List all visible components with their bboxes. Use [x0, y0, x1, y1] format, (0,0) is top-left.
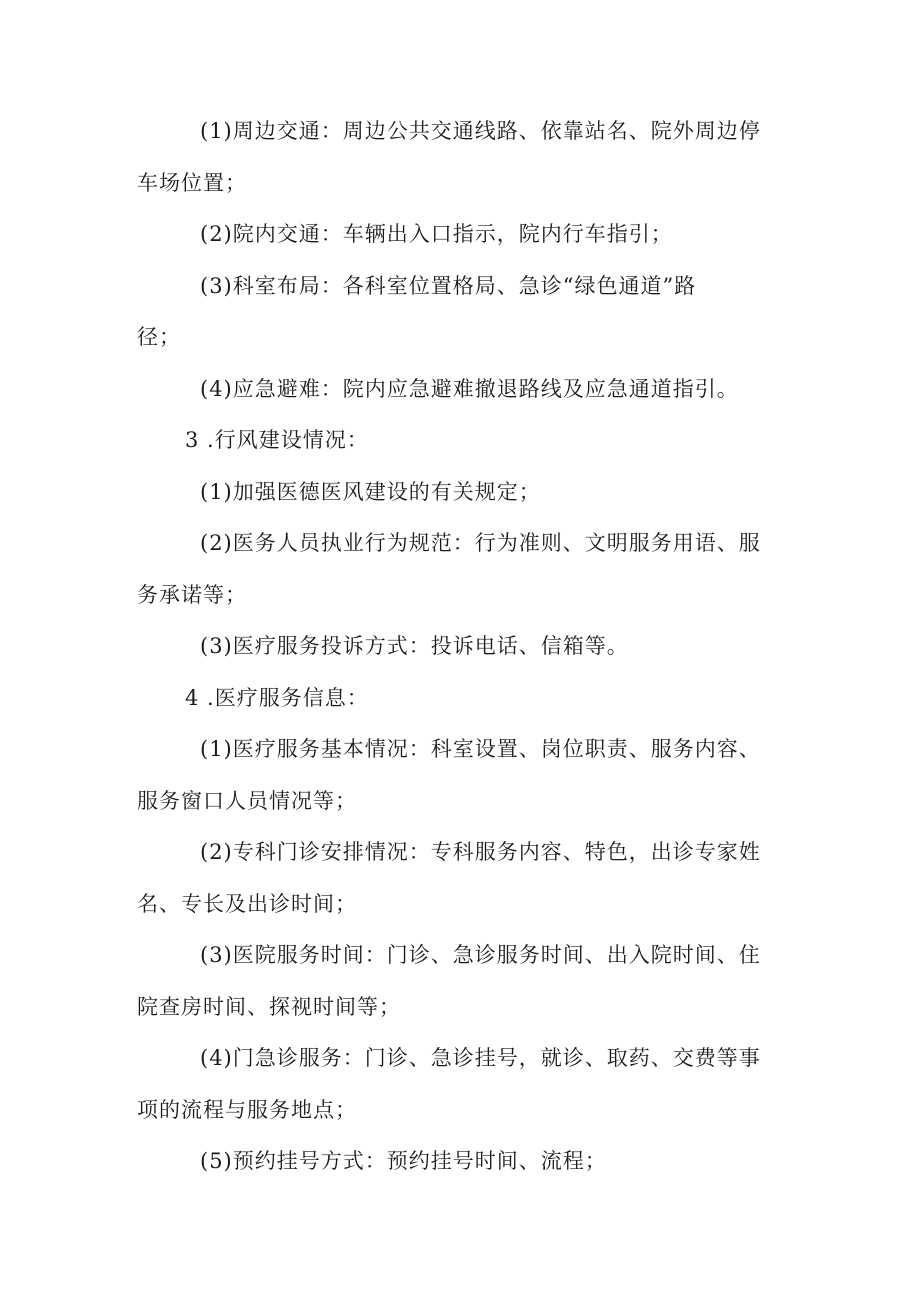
list-item-continuation: 径； [137, 325, 181, 349]
list-item-continuation: 车场位置； [137, 170, 247, 195]
list-item: (1)周边交通：周边公共交通线路、依靠站名、院外周边停 [200, 119, 761, 143]
list-item: (4)应急避难：院内应急避难撤退路线及应急通道指引。 [200, 376, 739, 401]
list-item-continuation: 项的流程与服务地点； [137, 1097, 357, 1122]
list-item: (4)门急诊服务：门诊、急诊挂号，就诊、取药、交费等事 [200, 1046, 761, 1070]
list-item: (3)科室布局：各科室位置格局、急诊“绿色通道”路 [200, 273, 697, 298]
document-body [137, 112, 809, 1194]
list-item: (1)医疗服务基本情况：科室设置、岗位职责、服务内容、 [200, 737, 761, 761]
list-item: (2)医务人员执业行为规范：行为准则、文明服务用语、服 [200, 531, 761, 555]
list-item: (3)医疗服务投诉方式：投诉电话、信箱等。 [200, 634, 629, 658]
list-item-continuation: 务承诺等； [137, 582, 247, 607]
section-heading: 3 .行风建设情况： [185, 428, 369, 452]
list-item-continuation: 服务窗口人员情况等； [137, 788, 357, 813]
list-item: (2)专科门诊安排情况：专科服务内容、特色，出诊专家姓 [200, 840, 761, 864]
list-item-continuation: 名、专长及出诊时间； [137, 891, 357, 916]
list-item: (1)加强医德医风建设的有关规定； [200, 479, 541, 504]
list-item: (2)院内交通：车辆出入口指示，院内行车指引； [200, 222, 673, 246]
list-item-continuation: 院查房时间、探视时间等； [137, 994, 401, 1019]
list-item: (3)医院服务时间：门诊、急诊服务时间、出入院时间、住 [200, 943, 761, 967]
section-heading: 4 .医疗服务信息： [185, 685, 369, 710]
list-item: (5)预约挂号方式：预约挂号时间、流程； [200, 1149, 607, 1173]
